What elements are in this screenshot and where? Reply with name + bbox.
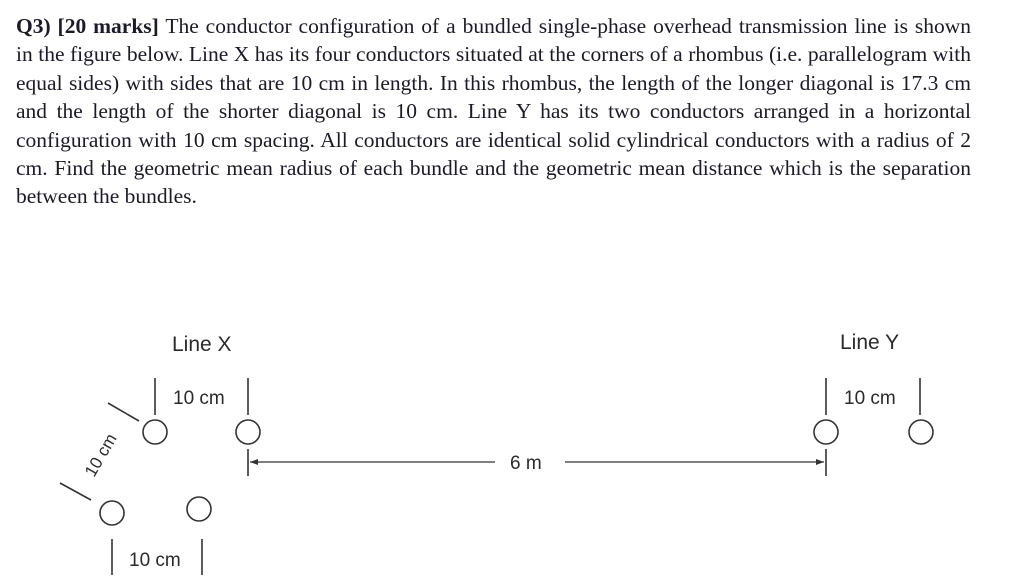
separation-label: 6 m	[510, 453, 542, 474]
question-number: Q3) [20 marks]	[16, 14, 159, 38]
x-side-spacing-label: 10 cm	[81, 430, 121, 480]
conductor-x-bottom-left	[100, 501, 124, 525]
x-bottom-spacing-label: 10 cm	[129, 550, 181, 571]
arrow-head-left-icon	[250, 459, 258, 465]
question-body: The conductor configuration of a bundled single-phase overhead transmission line is shown in the figure below. Line X has its four conductors situated at the corners of a rhombus (i.e. parallelogram with equal sides) with sides that are 10 cm in length. In this rhombus, the length of the longer diagonal is 17.3 cm and the length of the shorter diagonal is 10 cm. Line Y has its two conductors arranged in a horizontal configuration with 10 cm spacing. All conductors are identical solid cylindrical conductors with a radius of 2 cm. Find the geometric mean radius of each bundle and the geometric mean distance which is the separation between the bundles.	[16, 14, 971, 209]
line-y-label: Line Y	[840, 331, 900, 354]
y-spacing-label: 10 cm	[844, 388, 896, 409]
arrow-head-right-icon	[816, 459, 824, 465]
x-side-tick-lower	[60, 483, 91, 500]
line-x-label: Line X	[172, 333, 232, 356]
x-top-spacing-label: 10 cm	[173, 388, 225, 409]
conductor-y-left	[814, 420, 838, 444]
conductor-x-top-right	[236, 420, 260, 444]
conductor-x-top-left	[143, 420, 167, 444]
x-side-tick-upper	[108, 403, 139, 421]
conductor-y-right	[909, 420, 933, 444]
conductor-x-bottom-right	[187, 497, 211, 521]
